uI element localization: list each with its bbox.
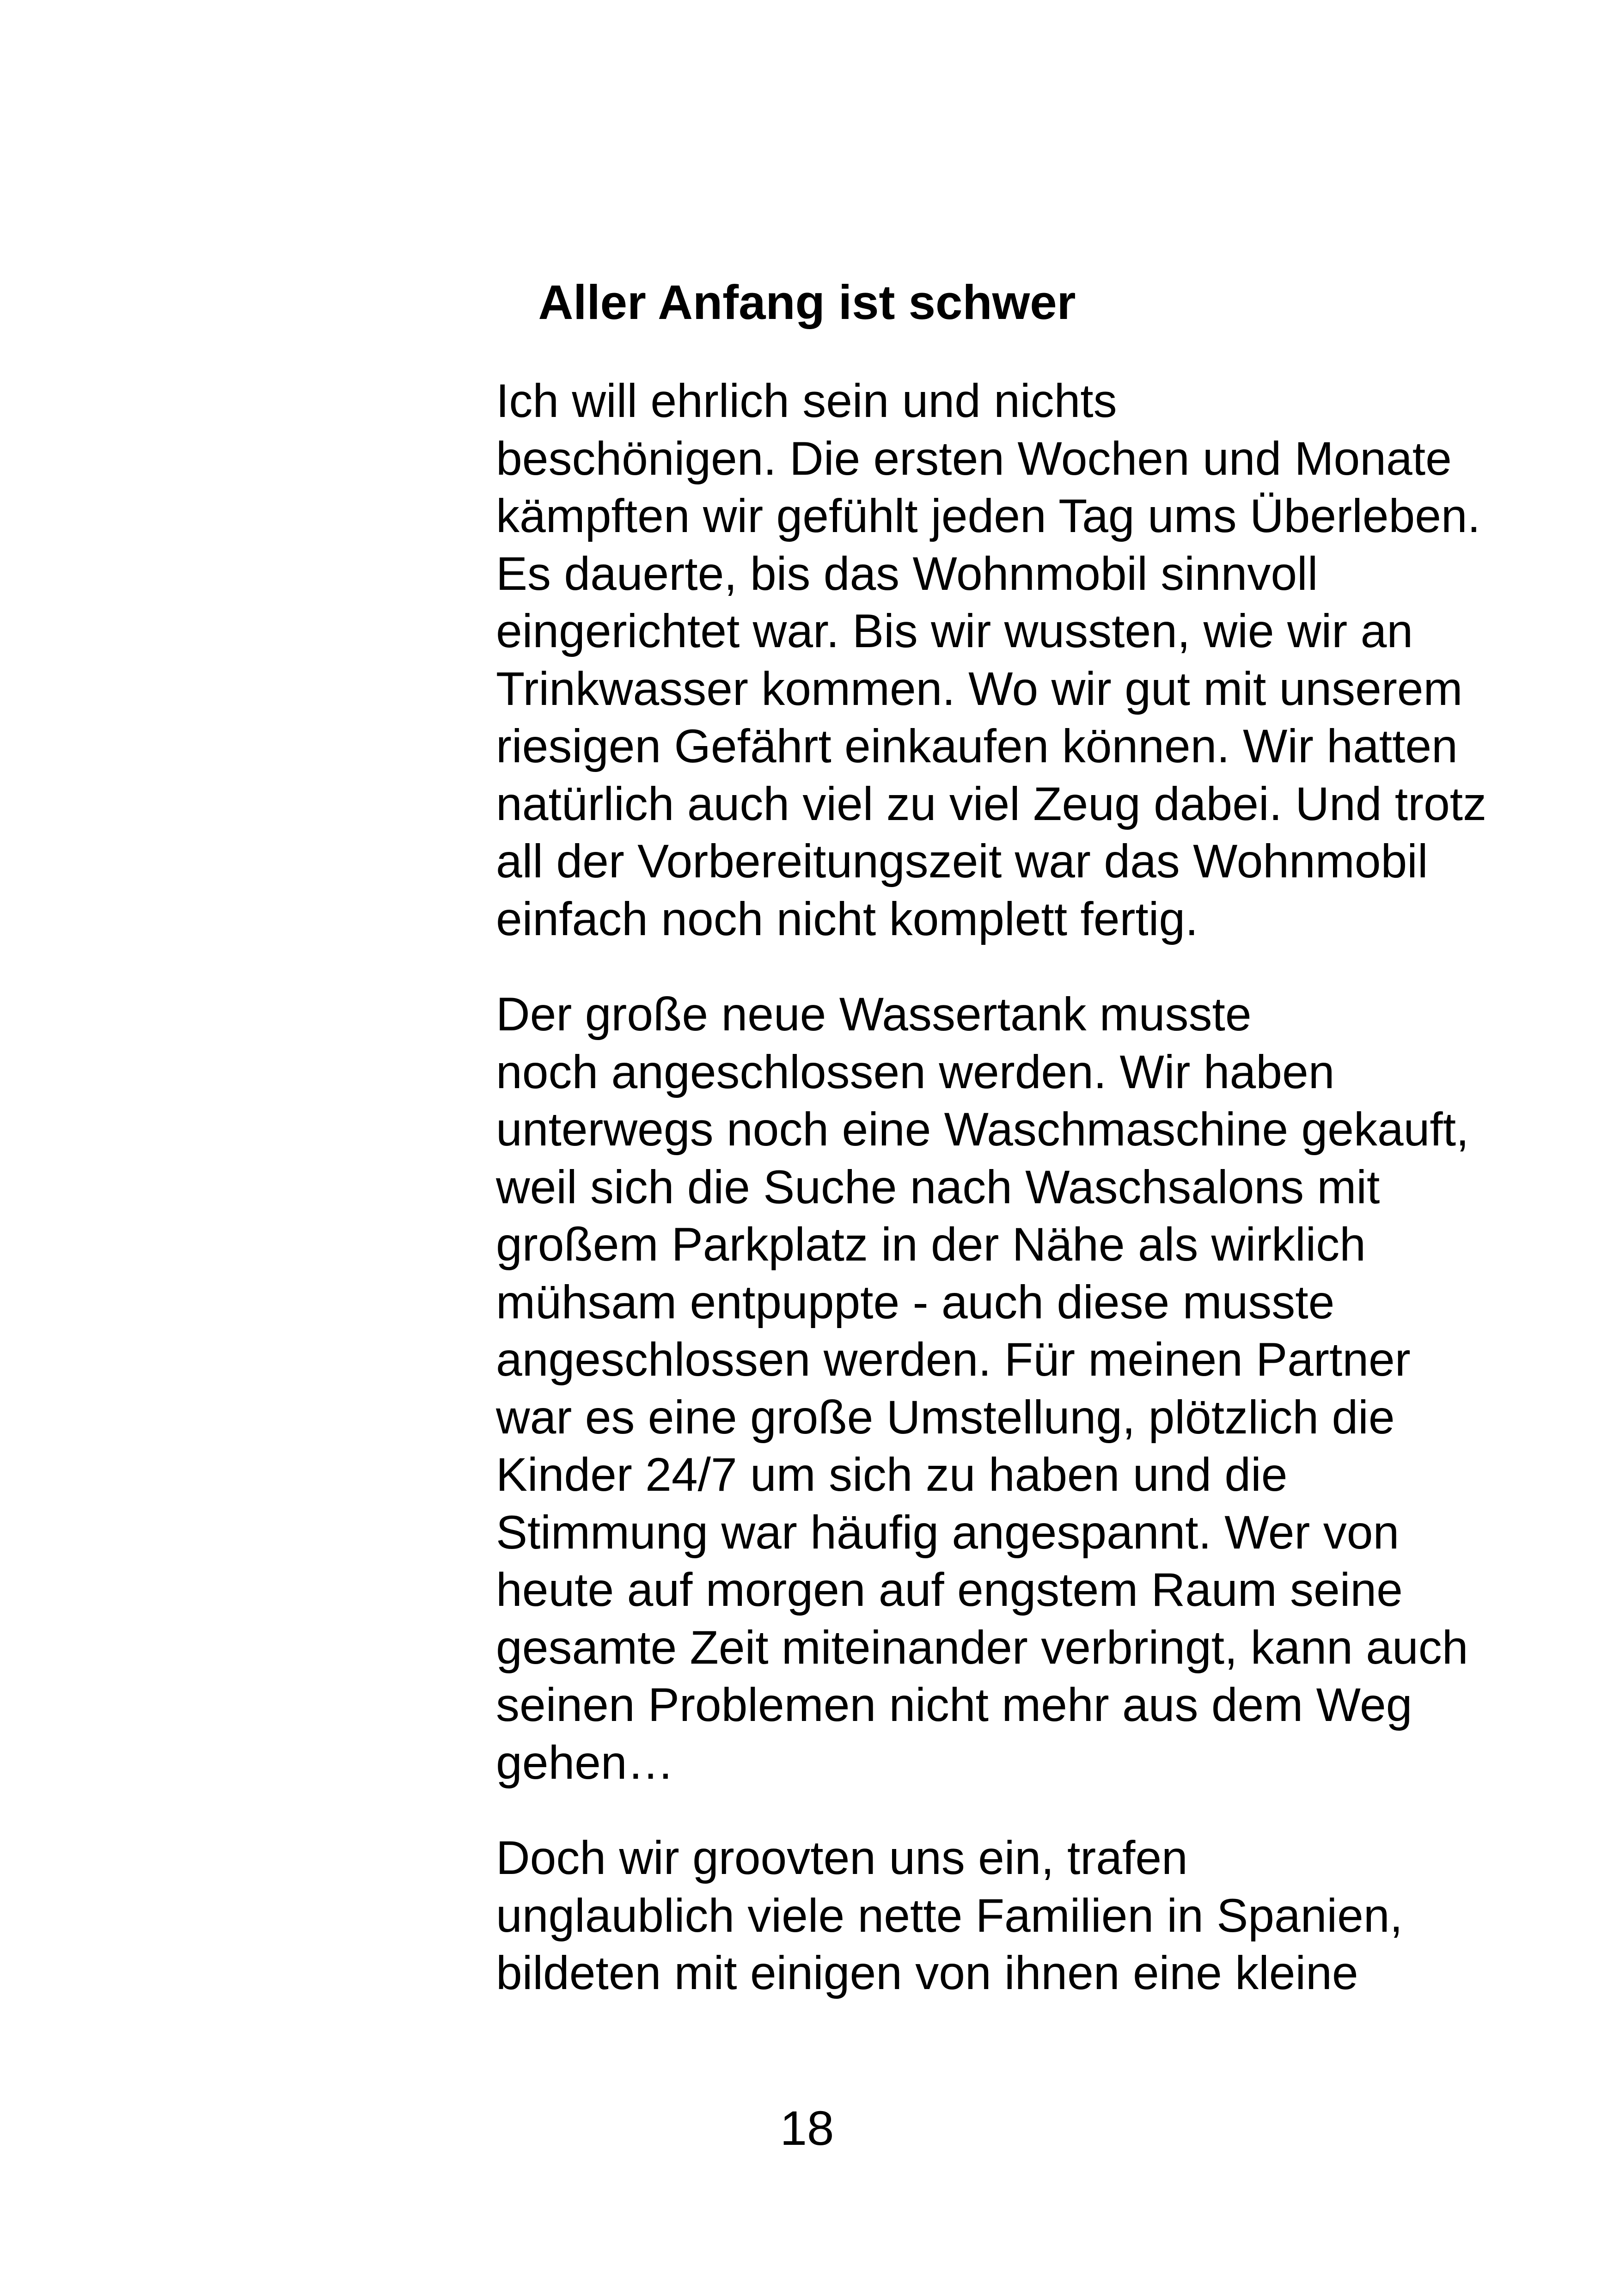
- text-line: seinen Problemen nicht mehr aus dem Weg: [496, 1678, 1412, 1731]
- text-line: Trinkwasser kommen. Wo wir gut mit unserem: [496, 662, 1463, 715]
- text-line: noch angeschlossen werden. Wir haben: [496, 1045, 1335, 1098]
- chapter-title: Aller Anfang ist schwer: [538, 276, 1076, 330]
- text-line: weil sich die Suche nach Waschsalons mit: [496, 1160, 1380, 1213]
- text-line: unterwegs noch eine Waschmaschine gekauft,: [496, 1103, 1469, 1156]
- text-line: Der große neue Wassertank musste: [496, 988, 1252, 1041]
- text-line: Ich will ehrlich sein und nichts: [496, 374, 1117, 427]
- text-line: riesigen Gefährt einkaufen können. Wir hatten: [496, 720, 1458, 772]
- text-line: mühsam entpuppte - auch diese musste: [496, 1275, 1335, 1329]
- paragraph-1: [276, 372, 1487, 948]
- text-line: unglaublich viele nette Familien in Spanien,: [496, 1889, 1403, 1942]
- text-line: war es eine große Umstellung, plötzlich die: [496, 1390, 1395, 1444]
- text-line: Doch wir groovten uns ein, trafen: [496, 1831, 1188, 1884]
- text-line: großem Parkplatz in der Nähe als wirklich: [496, 1218, 1366, 1271]
- text-line: Stimmung war häufig angespannt. Wer von: [496, 1506, 1400, 1559]
- text-line: bildeten mit einigen von ihnen eine kleine: [496, 1947, 1358, 1999]
- text-line: einfach noch nicht komplett fertig.: [496, 892, 1198, 945]
- paragraph-3: [276, 1829, 1403, 2002]
- text-line: Es dauerte, bis das Wohnmobil sinnvoll: [496, 547, 1318, 600]
- text-line: all der Vorbereitungszeit war das Wohnmobil: [496, 835, 1428, 888]
- body-text: [276, 372, 1487, 2040]
- text-line: heute auf morgen auf engstem Raum seine: [496, 1563, 1403, 1616]
- text-line: natürlich auch viel zu viel Zeug dabei. Und trotz: [496, 777, 1487, 830]
- text-line: Kinder 24/7 um sich zu haben und die: [496, 1448, 1288, 1501]
- page-number: 18: [780, 2101, 834, 2155]
- text-line: kämpften wir gefühlt jeden Tag ums Überleben.: [496, 490, 1480, 542]
- text-line: beschönigen. Die ersten Wochen und Monate: [496, 432, 1452, 485]
- paragraph-2: [276, 986, 1469, 1791]
- text-line: angeschlossen werden. Für meinen Partner: [496, 1333, 1411, 1386]
- text-line: gesamte Zeit miteinander verbringt, kann auch: [496, 1621, 1468, 1674]
- text-line: eingerichtet war. Bis wir wussten, wie wir an: [496, 605, 1413, 657]
- text-line: gehen…: [496, 1736, 674, 1789]
